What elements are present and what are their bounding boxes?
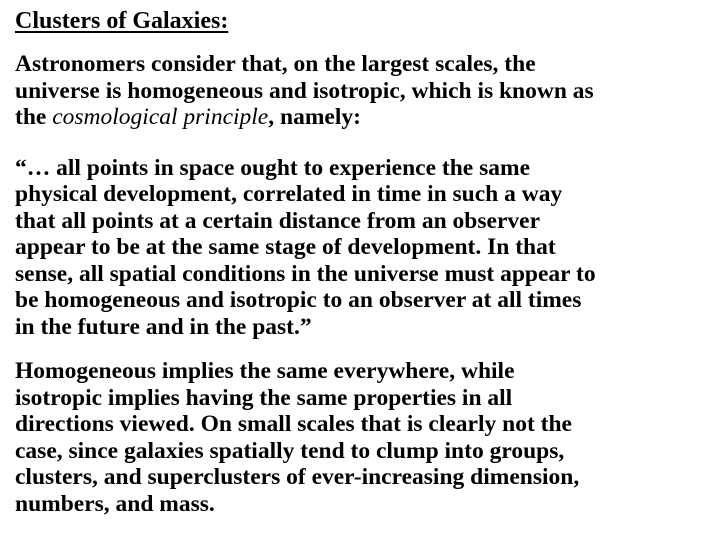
quote-line: sense, all spatial conditions in the universe must appear to: [15, 260, 596, 287]
slide-title: Clusters of Galaxies:: [15, 8, 229, 34]
intro-line-prefix: the: [15, 104, 53, 130]
quote-line: physical development, correlated in time in such a way: [15, 181, 563, 207]
quote-line: appear to be at the same stage of development. In that: [15, 234, 556, 260]
conclusion-line: numbers, and mass.: [15, 490, 215, 517]
conclusion-line: directions viewed. On small scales that is clearly not the: [15, 411, 572, 437]
intro-line: universe is homogeneous and isotropic, which is known as: [15, 77, 594, 104]
cosmological-principle-term: cosmological principle: [52, 104, 269, 130]
quote-line: that all points at a certain distance from an observer: [15, 207, 540, 234]
intro-line: [15, 104, 715, 131]
conclusion-paragraph: [15, 358, 715, 517]
conclusion-line: isotropic implies having the same properties in all: [15, 384, 513, 411]
quote-line: “… all points in space ought to experience the same: [15, 154, 531, 181]
quote-line: in the future and in the past.”: [15, 313, 312, 340]
slide-content: [15, 6, 715, 517]
quote-line: be homogeneous and isotropic to an observer at all times: [15, 287, 582, 313]
conclusion-line: Homogeneous implies the same everywhere, while: [15, 358, 515, 384]
quote-paragraph: [15, 155, 715, 341]
conclusion-line: clusters, and superclusters of ever-increasing dimension,: [15, 464, 580, 490]
intro-paragraph: [15, 51, 715, 131]
conclusion-line: case, since galaxies spatially tend to clump into groups,: [15, 437, 565, 464]
intro-line: Astronomers consider that, on the largest scales, the: [15, 51, 536, 77]
intro-line-suffix: , namely:: [268, 104, 361, 130]
